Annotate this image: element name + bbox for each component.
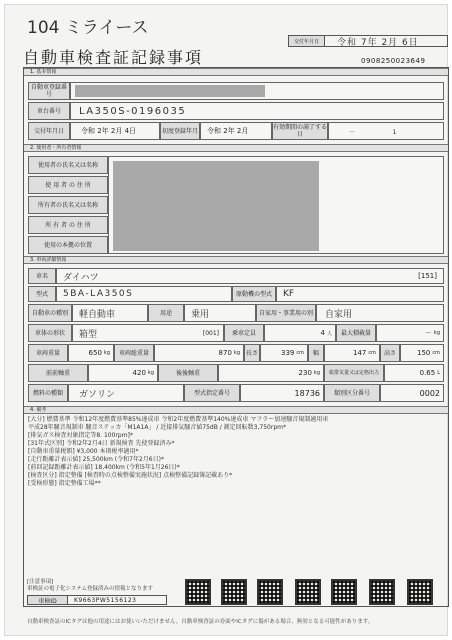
vehicle-id-label: 車検ID — [28, 596, 68, 604]
model-value: 5BA-LA350S — [63, 289, 134, 299]
use-field — [184, 304, 256, 322]
model-field — [56, 286, 232, 302]
kind-field — [72, 304, 148, 322]
engine-value: KF — [283, 289, 295, 299]
rear-axle-unit: kg — [313, 370, 320, 376]
record-frame — [23, 67, 449, 607]
body-field — [72, 324, 224, 342]
issue-date-value: 令和 7年 2月 6日 — [337, 37, 419, 48]
maxload-field — [376, 324, 444, 342]
height-value: 150 — [417, 349, 431, 357]
gross-label: 車両総重量 — [114, 344, 154, 362]
weight-label: 車両重量 — [28, 344, 68, 362]
owner-addr-label: 所 有 者 の 住 所 — [28, 216, 108, 234]
maxload-value: － — [424, 329, 432, 337]
page-title: 自動車検査証記録事項 — [23, 48, 204, 67]
handwritten-note: 104 ミライース — [27, 18, 149, 38]
reg-number-label: 自動車登録番号 — [28, 82, 70, 100]
qr-code-icon — [257, 579, 283, 605]
length-unit: cm — [296, 350, 304, 356]
user-name-label: 使用者の氏名又は名称 — [28, 156, 108, 174]
maker-code: [151] — [418, 272, 437, 280]
capacity-value: 4 — [320, 329, 325, 337]
document-page — [4, 4, 448, 636]
issue-date-box — [288, 35, 448, 47]
vehicle-id-box — [27, 595, 167, 605]
front-axle-value: 420 — [132, 369, 146, 377]
notes-title: [注意事項] — [27, 579, 54, 585]
kind-value: 軽自動車 — [79, 309, 116, 320]
fuel-field — [68, 384, 184, 402]
notes-block — [27, 579, 153, 593]
maker-field — [56, 268, 444, 284]
displacement-unit: L — [437, 370, 440, 376]
gross-unit: kg — [233, 350, 240, 356]
length-field — [260, 344, 308, 362]
vehicle-id-value: K9663PW5156123 — [74, 596, 137, 604]
front-axle-label: 前前軸重 — [28, 364, 88, 382]
use-label: 用途 — [148, 304, 184, 322]
capacity-unit: 人 — [326, 330, 332, 337]
remark-line: [排気ガス検査対象指定等8. 100rpm]* — [28, 432, 133, 439]
displacement-field — [384, 364, 444, 382]
displacement-label: 総排気量又は定格出力 — [324, 364, 384, 382]
weight-field — [68, 344, 114, 362]
qr-code-icon — [295, 579, 321, 605]
purpose-field — [316, 304, 444, 322]
width-label: 幅 — [308, 344, 324, 362]
width-field — [324, 344, 380, 362]
body-code: [001] — [202, 329, 219, 337]
section-vehicle-header: 3. 車両詳細情報 — [24, 256, 448, 264]
qr-code-icon — [185, 579, 211, 605]
purpose-value: 自家用 — [325, 309, 353, 320]
remark-line: [受検形態] 指定整備工場** — [28, 480, 101, 487]
catno-field — [380, 384, 444, 402]
redacted-block — [75, 85, 265, 97]
length-label: 長さ — [244, 344, 260, 362]
expiry-label: 有効期間の満了する日 — [273, 124, 328, 138]
section-remarks-header: 4. 備考 — [24, 406, 448, 414]
maxload-label: 最大積載量 — [336, 324, 376, 342]
gross-field — [154, 344, 244, 362]
catno-label: 類別区分番号 — [324, 384, 380, 402]
owner-info-field — [108, 156, 444, 254]
first-reg-field — [200, 122, 272, 140]
issue-field — [70, 122, 160, 140]
fuel-value: ガソリン — [79, 389, 116, 400]
body-label: 車体の形状 — [28, 324, 72, 342]
issue-label: 交付年月日 — [28, 122, 70, 140]
first-reg-value: 令和 2年 2月 — [207, 127, 249, 135]
maxload-unit: kg — [433, 330, 440, 336]
capacity-label: 乗車定員 — [224, 324, 264, 342]
reg-number-field — [70, 82, 444, 100]
rear-axle-value: 230 — [298, 369, 312, 377]
weight-value: 650 — [88, 349, 102, 357]
maker-value: ダイハツ — [63, 272, 99, 283]
expiry-field — [328, 122, 444, 140]
typeno-field — [240, 384, 324, 402]
section-owner-header: 2. 使用者・所有者情報 — [24, 144, 448, 152]
remark-line: [走行距離計表示値] 25,500km (令和7年2月6日)* — [28, 456, 164, 463]
maker-label: 車名 — [28, 268, 56, 284]
remark-line: [前回記録距離計表示値] 18,400km (令和5年1月26日)* — [28, 464, 180, 471]
purpose-label: 自家用・事業用の別 — [256, 304, 316, 322]
front-axle-unit: kg — [147, 370, 154, 376]
gross-value: 870 — [218, 349, 232, 357]
chassis-label: 車台番号 — [28, 102, 70, 120]
displacement-value: 0.65 — [419, 369, 436, 377]
redacted-block — [113, 161, 319, 251]
qr-code-icon — [331, 579, 357, 605]
remark-line: [大分] 燃費基準 令和12年度燃費基準85%達成車 令和2年度燃費基準140%達成車 マフラー加速騒音規制適用車 — [28, 416, 329, 423]
section-basic-header: 1. 基本情報 — [24, 68, 448, 76]
weight-unit: kg — [103, 350, 110, 356]
first-reg-label: 初度登録年月 — [160, 122, 200, 140]
use-value: 乗用 — [191, 309, 210, 320]
document-number: 0908250023649 — [361, 57, 426, 65]
notes-text: 車検証の電子化システム登録済みの情報となります — [27, 586, 153, 592]
height-field — [400, 344, 444, 362]
capacity-field — [264, 324, 336, 342]
expiry-value: － 1 — [349, 128, 397, 136]
typeno-label: 型式指定番号 — [184, 384, 240, 402]
qr-code-icon — [407, 579, 433, 605]
remark-line: [31年式区別] 令和2年2月4日 新規検査 先使登録済み* — [28, 440, 175, 447]
width-unit: cm — [368, 350, 376, 356]
chassis-field — [70, 102, 444, 120]
rear-axle-label: 後後軸重 — [158, 364, 218, 382]
qr-code-icon — [221, 579, 247, 605]
catno-value: 0002 — [419, 388, 440, 398]
height-unit: cm — [432, 350, 440, 356]
issue-date-label: 交付年月日 — [289, 36, 325, 46]
body-value: 箱型 — [79, 329, 98, 340]
owner-name-label: 所有者の氏名又は名称 — [28, 196, 108, 214]
rear-axle-field — [218, 364, 324, 382]
fuel-label: 燃料の種類 — [28, 384, 68, 402]
typeno-value: 18736 — [294, 388, 320, 398]
chassis-value: LA350S-0196035 — [79, 105, 187, 117]
engine-label: 原動機の型式 — [232, 286, 276, 302]
base-location-label: 使用の本拠の位置 — [28, 236, 108, 254]
model-label: 型式 — [28, 286, 56, 302]
front-axle-field — [88, 364, 158, 382]
user-addr-label: 使 用 者 の 住 所 — [28, 176, 108, 194]
engine-field — [276, 286, 444, 302]
height-label: 高さ — [380, 344, 400, 362]
kind-label: 自動車の種別 — [28, 304, 72, 322]
issue-value: 令和 2年 2月 4日 — [81, 127, 137, 135]
remark-line: [自動車重量税額] ¥3,000 本則税率適用* — [28, 448, 139, 455]
bottom-disclaimer: 自動車検査証のICタグは他の用途にはお使いいただけません。自動車検査証の券面やICタグに傷がある場合、無効となる可能性があります。 — [27, 619, 374, 625]
qr-code-icon — [369, 579, 395, 605]
remark-line: [検査区分] 指定整備 [検査時の点検整備実施状況] 点検整備記録簿記載あり* — [28, 472, 233, 479]
remark-line: 平成28年騒音規制車 騒音ステッカ「M1A1A」 / 近接排気騒音値75dB / 測定回転数3,750rpm* — [28, 424, 286, 431]
length-value: 339 — [281, 349, 295, 357]
width-value: 147 — [353, 349, 367, 357]
